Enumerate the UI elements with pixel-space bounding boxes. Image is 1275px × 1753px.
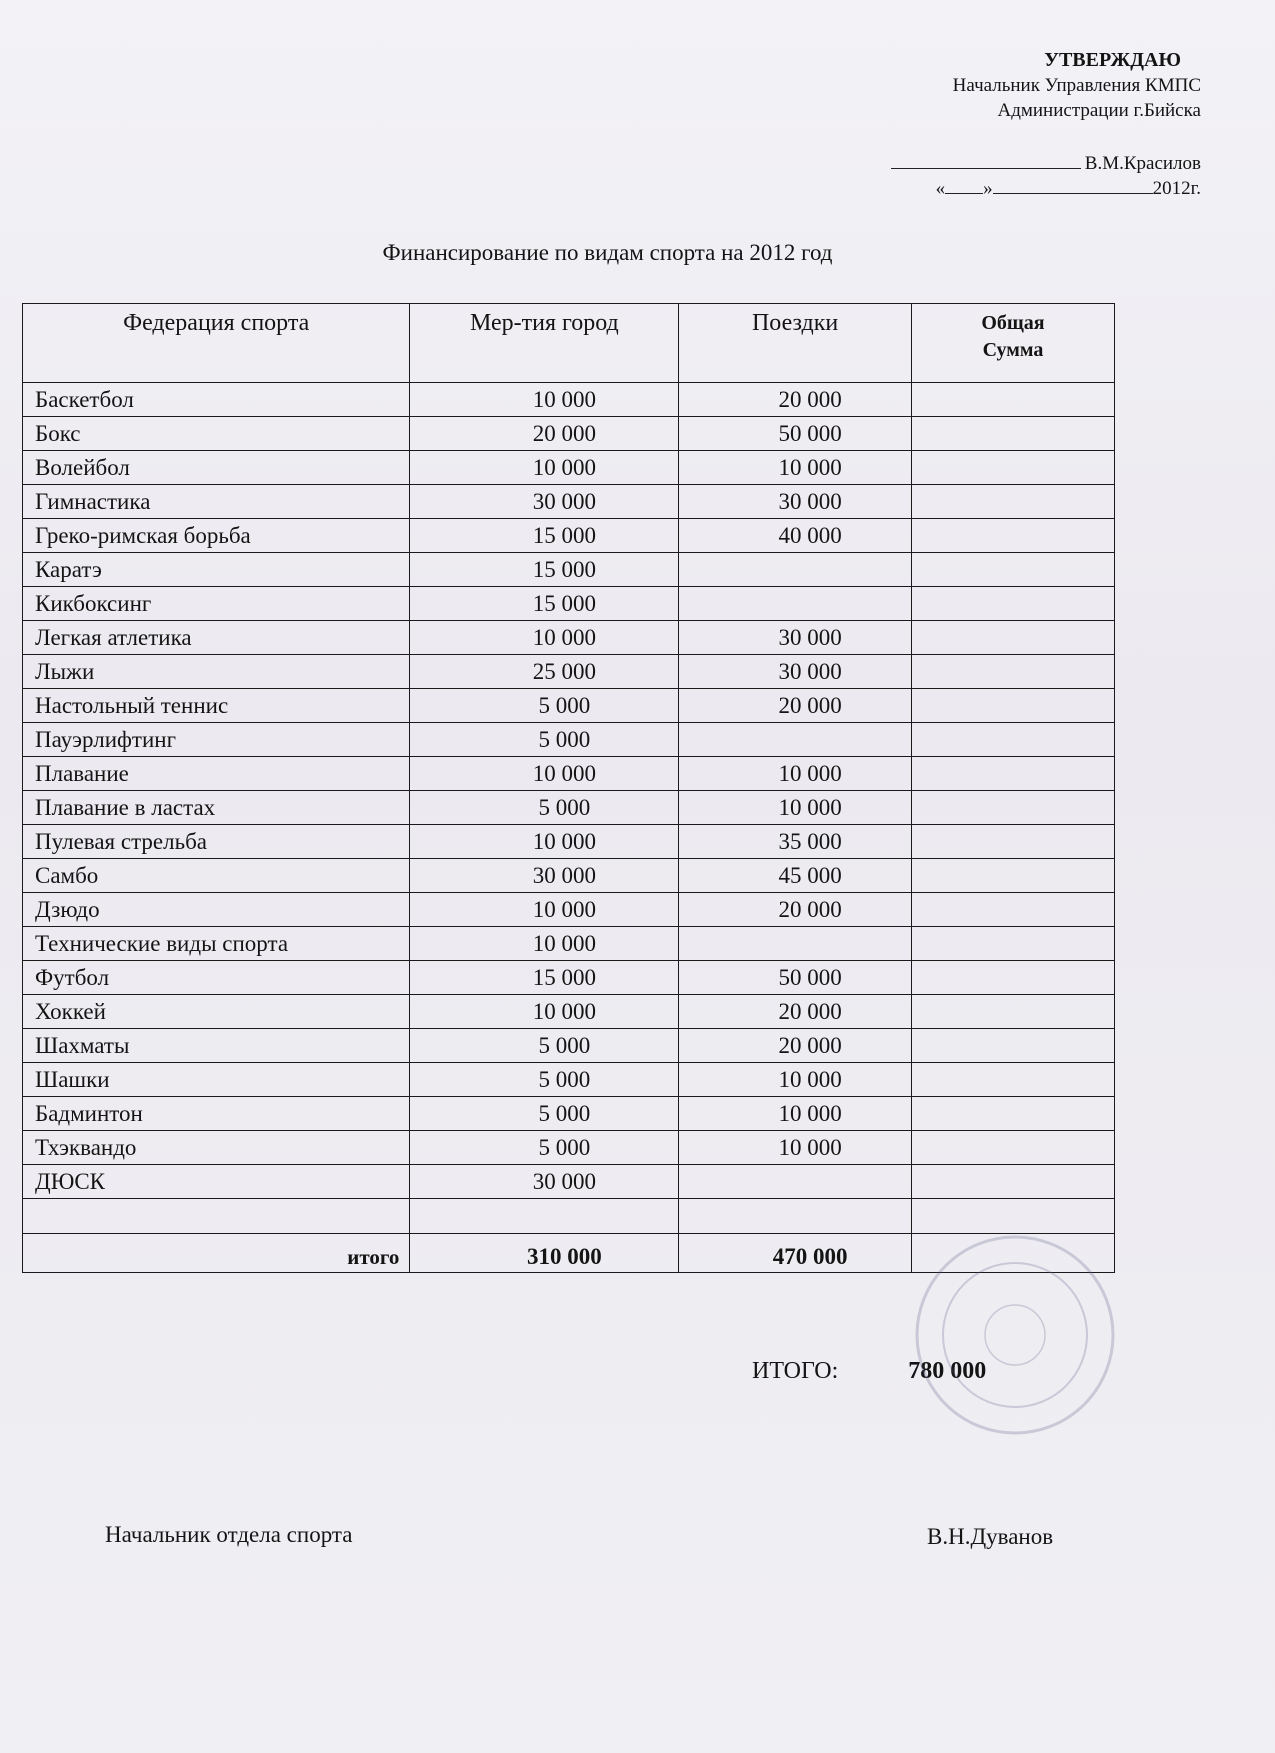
blank-cell: [23, 1199, 410, 1234]
trips-cell: [679, 587, 912, 621]
federation-cell: Гимнастика: [23, 485, 410, 519]
total-sum-cell: [911, 519, 1114, 553]
federation-cell: Греко-римская борьба: [23, 519, 410, 553]
total-sum-cell: [911, 1131, 1114, 1165]
federation-cell: Волейбол: [23, 451, 410, 485]
city-events-cell: 15 000: [410, 961, 679, 995]
city-events-cell: 15 000: [410, 553, 679, 587]
trips-cell: 10 000: [679, 791, 912, 825]
table-row: [23, 1165, 1115, 1199]
approval-line-1: Начальник Управления КМПС: [952, 75, 1201, 96]
table-row: [23, 655, 1115, 689]
header-total-sum-line-1: Общая: [981, 312, 1045, 334]
date-close-quote: »: [983, 178, 993, 199]
table-row: [23, 587, 1115, 621]
federation-cell: Пулевая стрельба: [23, 825, 410, 859]
total-sum-cell: [911, 1063, 1114, 1097]
total-sum-cell: [911, 417, 1114, 451]
federation-cell: Плавание: [23, 757, 410, 791]
approval-date-row: [891, 176, 1201, 201]
federation-cell: Кикбоксинг: [23, 587, 410, 621]
trips-cell: [679, 723, 912, 757]
approval-signatory: В.М.Красилов: [1084, 153, 1201, 174]
total-sum-cell: [911, 587, 1114, 621]
total-city: 310 000: [410, 1234, 679, 1273]
table-row: [23, 893, 1115, 927]
table-row: [23, 485, 1115, 519]
federation-cell: Легкая атлетика: [23, 621, 410, 655]
city-events-cell: 5 000: [410, 723, 679, 757]
federation-cell: Баскетбол: [23, 383, 410, 417]
city-events-cell: 25 000: [410, 655, 679, 689]
table-row: [23, 995, 1115, 1029]
trips-cell: 30 000: [679, 485, 912, 519]
table-row: [23, 1097, 1115, 1131]
federation-cell: Бадминтон: [23, 1097, 410, 1131]
table-row: [23, 519, 1115, 553]
grand-total-label: ИТОГО:: [752, 1358, 839, 1384]
grand-total-value: 780 000: [908, 1358, 987, 1384]
trips-cell: 20 000: [679, 383, 912, 417]
trips-cell: 20 000: [679, 893, 912, 927]
city-events-cell: 10 000: [410, 893, 679, 927]
blank-cell: [679, 1199, 912, 1234]
footer-signatory: В.Н.Дуванов: [927, 1524, 1054, 1549]
total-sum-cell: [911, 485, 1114, 519]
blank-cell: [410, 1199, 679, 1234]
approval-signature-row: [891, 151, 1201, 176]
trips-cell: 10 000: [679, 451, 912, 485]
federation-cell: Лыжи: [23, 655, 410, 689]
city-events-cell: 10 000: [410, 995, 679, 1029]
federation-cell: Каратэ: [23, 553, 410, 587]
city-events-cell: 10 000: [410, 451, 679, 485]
total-sum-cell: [911, 927, 1114, 961]
city-events-cell: 15 000: [410, 519, 679, 553]
footer-position: Начальник отдела спорта: [105, 1522, 353, 1547]
federation-cell: Плавание в ластах: [23, 791, 410, 825]
total-sum-cell: [911, 553, 1114, 587]
city-events-cell: 10 000: [410, 927, 679, 961]
federation-cell: Шашки: [23, 1063, 410, 1097]
trips-cell: 10 000: [679, 1097, 912, 1131]
total-sum-cell: [911, 383, 1114, 417]
table-row: [23, 689, 1115, 723]
faded-stamp-icon: [910, 1230, 1120, 1440]
city-events-cell: 15 000: [410, 587, 679, 621]
table-row: [23, 1131, 1115, 1165]
total-sum-cell: [911, 1097, 1114, 1131]
total-sum-cell: [911, 995, 1114, 1029]
city-events-cell: 10 000: [410, 825, 679, 859]
city-events-cell: 10 000: [410, 621, 679, 655]
table-row: [23, 383, 1115, 417]
federation-cell: Футбол: [23, 961, 410, 995]
trips-cell: 20 000: [679, 689, 912, 723]
total-sum-cell: [911, 825, 1114, 859]
trips-cell: [679, 553, 912, 587]
federation-cell: Дзюдо: [23, 893, 410, 927]
blank-cell: [911, 1199, 1114, 1234]
total-sum-cell: [911, 893, 1114, 927]
city-events-cell: 20 000: [410, 417, 679, 451]
total-sum-cell: [911, 1165, 1114, 1199]
city-events-cell: 5 000: [410, 1097, 679, 1131]
date-day-blank: [945, 193, 983, 194]
trips-cell: 30 000: [679, 621, 912, 655]
city-events-cell: 5 000: [410, 1029, 679, 1063]
table-blank-row: [23, 1199, 1115, 1234]
federation-cell: ДЮСК: [23, 1165, 410, 1199]
city-events-cell: 30 000: [410, 1165, 679, 1199]
table-row: [23, 553, 1115, 587]
federation-cell: Тхэквандо: [23, 1131, 410, 1165]
trips-cell: 20 000: [679, 995, 912, 1029]
table-row: [23, 723, 1115, 757]
trips-cell: [679, 1165, 912, 1199]
table-row: [23, 825, 1115, 859]
total-sum-cell: [911, 1029, 1114, 1063]
table-row: [23, 757, 1115, 791]
total-sum-cell: [911, 961, 1114, 995]
city-events-cell: 30 000: [410, 485, 679, 519]
approval-line-2: Администрации г.Бийска: [997, 100, 1201, 121]
table-row: [23, 1029, 1115, 1063]
total-sum-cell: [911, 791, 1114, 825]
federation-cell: Хоккей: [23, 995, 410, 1029]
trips-cell: 10 000: [679, 1063, 912, 1097]
total-sum-cell: [911, 451, 1114, 485]
total-sum-cell: [911, 655, 1114, 689]
trips-cell: 30 000: [679, 655, 912, 689]
document-title: Финансирование по видам спорта на 2012 год: [382, 240, 833, 265]
table-body: [23, 383, 1115, 1199]
total-sum-cell: [911, 723, 1114, 757]
federation-cell: Технические виды спорта: [23, 927, 410, 961]
trips-cell: 35 000: [679, 825, 912, 859]
header-federation: Федерация спорта: [23, 304, 410, 383]
federation-cell: Настольный теннис: [23, 689, 410, 723]
date-year: 2012г.: [1152, 178, 1201, 199]
city-events-cell: 10 000: [410, 757, 679, 791]
total-sum-cell: [911, 621, 1114, 655]
federation-cell: Самбо: [23, 859, 410, 893]
table-header-row: [23, 304, 1115, 383]
header-city-events: Мер-тия город: [410, 304, 679, 383]
trips-cell: [679, 927, 912, 961]
financing-table: [22, 303, 1115, 1273]
trips-cell: 10 000: [679, 1131, 912, 1165]
table-row: [23, 927, 1115, 961]
trips-cell: 20 000: [679, 1029, 912, 1063]
approval-block: [891, 48, 1201, 201]
federation-cell: Пауэрлифтинг: [23, 723, 410, 757]
total-sum-cell: [911, 689, 1114, 723]
city-events-cell: 5 000: [410, 1063, 679, 1097]
date-month-blank: [993, 193, 1153, 194]
city-events-cell: 10 000: [410, 383, 679, 417]
federation-cell: Шахматы: [23, 1029, 410, 1063]
header-trips: Поездки: [679, 304, 912, 383]
city-events-cell: 30 000: [410, 859, 679, 893]
total-label: итого: [23, 1234, 410, 1273]
trips-cell: 10 000: [679, 757, 912, 791]
trips-cell: 40 000: [679, 519, 912, 553]
date-open-quote: «: [935, 178, 946, 199]
table-row: [23, 791, 1115, 825]
trips-cell: 50 000: [679, 417, 912, 451]
trips-cell: 45 000: [679, 859, 912, 893]
table-row: [23, 417, 1115, 451]
trips-cell: 50 000: [679, 961, 912, 995]
signature-line: [891, 168, 1081, 169]
total-trips: 470 000: [679, 1234, 912, 1273]
table-row: [23, 961, 1115, 995]
city-events-cell: 5 000: [410, 1131, 679, 1165]
total-sum-cell: [911, 757, 1114, 791]
table-row: [23, 621, 1115, 655]
header-total-sum: [911, 304, 1114, 383]
city-events-cell: 5 000: [410, 689, 679, 723]
federation-cell: Бокс: [23, 417, 410, 451]
city-events-cell: 5 000: [410, 791, 679, 825]
total-sum-cell: [911, 859, 1114, 893]
table-row: [23, 451, 1115, 485]
table-row: [23, 1063, 1115, 1097]
table-row: [23, 859, 1115, 893]
header-total-sum-line-2: Сумма: [982, 339, 1044, 361]
approval-title: УТВЕРЖДАЮ: [1044, 49, 1181, 71]
